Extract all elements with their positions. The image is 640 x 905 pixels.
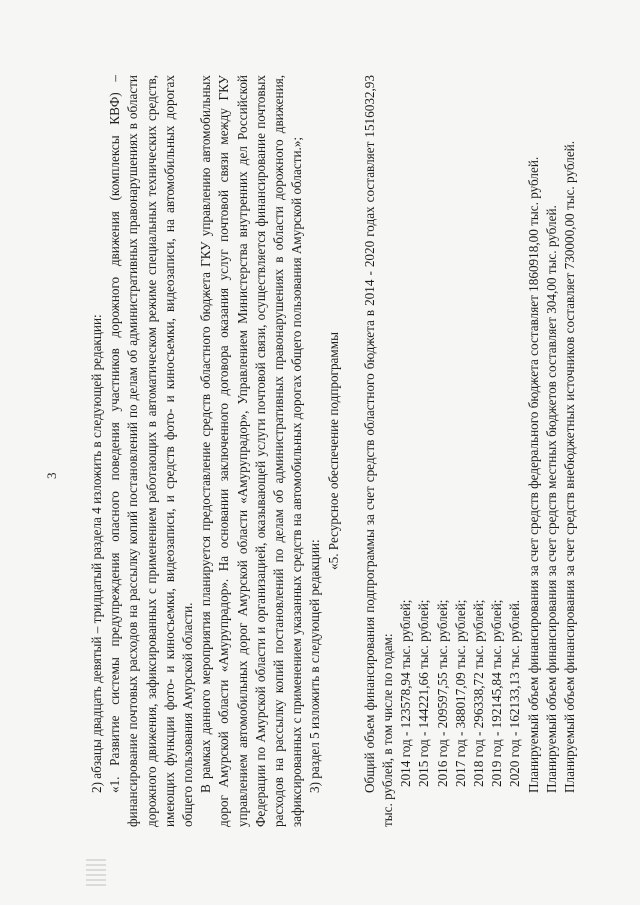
paragraph-local-funding: Планируемый объем финансирования за счет средств местных бюджетов составляет 304,00 тыс. рублей.: [543, 205, 559, 793]
paragraph-total-funding: Общий объем финансирования подпрограммы за счет средств областного бюджета в 2014 - 2020 годах составляет 1516032,93 тыс. рублей, в том числе по годам:: [361, 75, 396, 827]
spacer: [343, 75, 361, 827]
paragraph-item-1: «1. Развитие системы предупреждения опасного поведения участников дорожного движения (комплексы КВФ) – финансирование почтовых расходов на рассылку копий постановлений по делам об административных правонарушениях в области дорожного движения, зафиксированных с применением работающих в автоматическом режиме специальных технических средств, имеющих функции фото- и киносъемки, видеозаписи, и средств фото- и киносъемки, видеозаписи, на автомобильных дорогах общего пользования Амурской области.: [107, 75, 196, 827]
year-funding-line: 2020 год - 162133,13 тыс. рублей.: [507, 599, 523, 787]
year-funding-line: 2017 год - 388017,09 тыс. рублей;: [452, 599, 468, 787]
scan-artifact: [86, 856, 106, 886]
year-funding-line: 2014 год - 123578,94 тыс. рублей;: [398, 599, 414, 787]
paragraph-extrabudgetary-funding: Планируемый объем финансирования за счет средств внебюджетных источников составляет 730000,00 тыс. рублей.: [562, 140, 578, 793]
page-number: 3: [44, 472, 59, 479]
paragraph-amend-section-4: 2) абзацы двадцать девятый – тридцатый раздела 4 изложить в следующей редакции:: [89, 314, 104, 793]
paragraph-measure-description: В рамках данного мероприятия планируется предоставление средств областного бюджета ГКУ управлению автомобильных дорог Амурской области «Амурупрадор». На основании заключенного договора оказания услуг почтовой связи между ГКУ управлением автомобильных дорог Амурской области «Амурупрадор», Управлением Министерства внутренних дел Российской Федерации по Амурской области и организацией, оказывающей услуги почтовой связи, осуществляется финансирование почтовых расходов на рассылку копий постановлений по делам об административных правонарушениях в области дорожного движения, зафиксированных с применением указанных средств на автомобильных дорогах общего пользования Амурской области.»;: [198, 75, 305, 827]
year-funding-line: 2019 год - 192145,84 тыс. рублей;: [489, 599, 505, 787]
document-body: [88, 75, 579, 827]
year-funding-line: 2016 год - 209597,55 тыс. рублей;: [434, 599, 450, 787]
paragraph-amend-section-5: 3) раздел 5 изложить в следующей редакции:: [307, 539, 323, 793]
year-funding-line: 2018 год - 296338,72 тыс. рублей;: [471, 599, 487, 787]
year-funding-line: 2015 год - 144221,66 тыс. рублей;: [416, 599, 432, 787]
paragraph-federal-funding: Планируемый объем финансирования за счет средств федерального бюджета составляет 1860918,00 тыс. рублей.: [525, 156, 541, 793]
section-5-heading: «5. Ресурсное обеспечение подпрограммы: [325, 332, 341, 570]
